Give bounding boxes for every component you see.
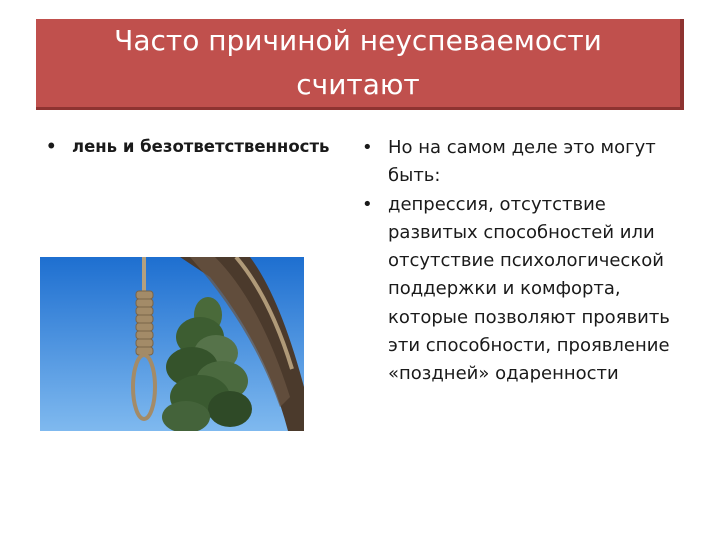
- title-banner: [36, 19, 684, 110]
- photo-illustration: [40, 257, 304, 431]
- left-bullet-list: [40, 134, 330, 160]
- right-bullet-item: • депрессия, отсутствие развитых способностей или отсутствие психологической поддержки и комфорта, которые позволяют проявить эти способности, проявление «поздней» одаренности: [356, 191, 686, 389]
- right-bullet-item: • Но на самом деле это могут быть:: [356, 134, 686, 191]
- slide-title: Часто причиной неуспеваемости считают: [114, 24, 602, 101]
- right-column: [356, 134, 686, 389]
- left-bullet-item: • лень и безответственность: [40, 134, 330, 160]
- right-bullet-list: [356, 134, 686, 389]
- left-column: [40, 134, 330, 160]
- noose-tree-photo: [40, 257, 304, 431]
